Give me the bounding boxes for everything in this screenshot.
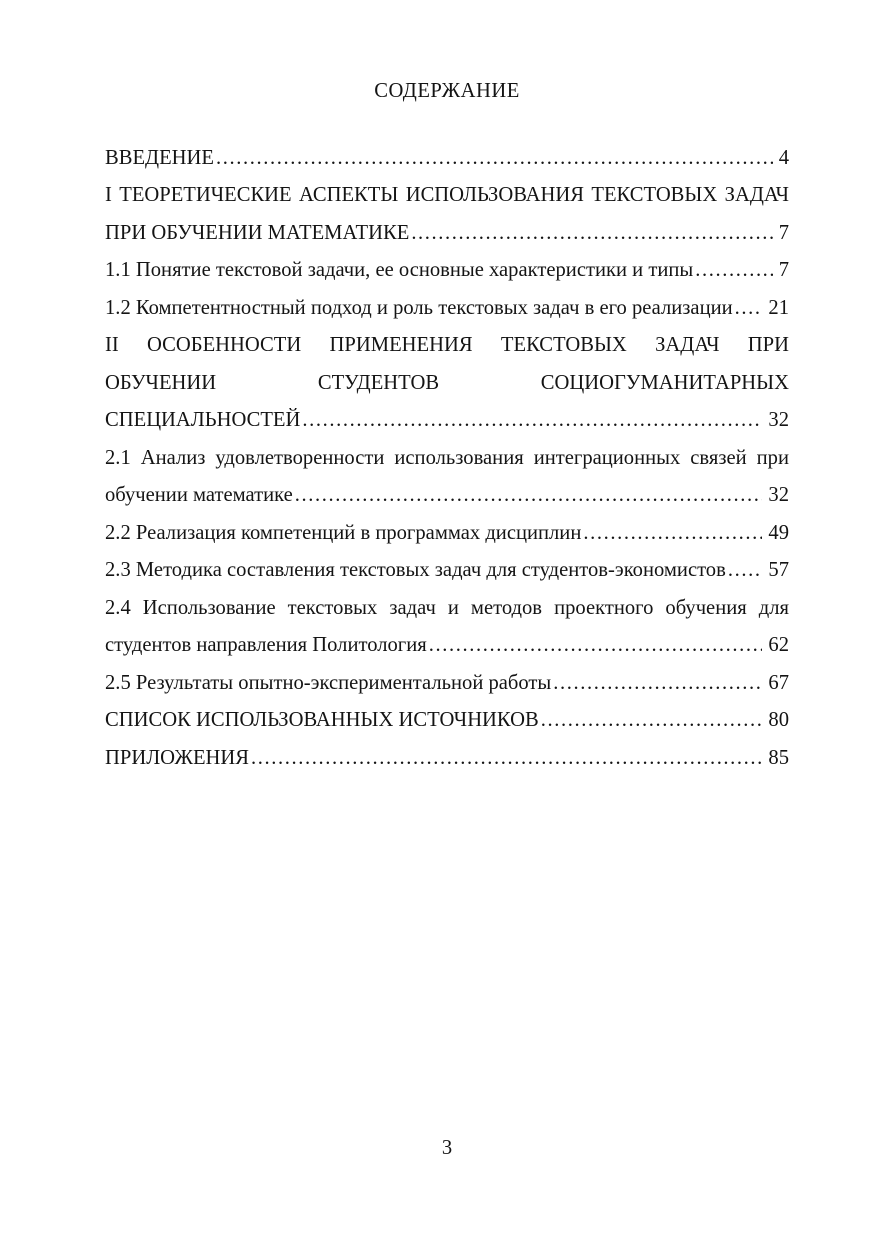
page-number: 3 [441, 1137, 453, 1159]
toc-entry-lastline [105, 290, 789, 328]
dot-leader [411, 215, 772, 253]
toc-entry[interactable] [105, 140, 789, 178]
toc-entry[interactable] [105, 515, 789, 553]
toc-entry-title: ПРИ ОБУЧЕНИИ МАТЕМАТИКЕ [105, 221, 410, 244]
dot-leader [553, 665, 762, 703]
toc-entry-title: 2.5 Результаты опытно-экспериментальной работы [105, 671, 552, 694]
toc-page-number: 57 [768, 559, 789, 581]
dot-leader [251, 740, 762, 778]
toc-page-number: 67 [768, 671, 789, 694]
toc-entry-title: 1.1 Понятие текстовой задачи, ее основные характеристики и типы [105, 259, 694, 281]
toc-entry-lastline [105, 515, 789, 553]
toc-entry[interactable] [105, 740, 789, 778]
dot-leader [429, 627, 763, 665]
toc-entry-lastline [105, 477, 789, 515]
toc-entry-title: ВВЕДЕНИЕ [105, 146, 215, 169]
dot-leader [728, 552, 763, 590]
toc-entry[interactable] [105, 440, 789, 515]
toc-page-number: 21 [768, 296, 789, 319]
toc-entry-lastline [105, 702, 789, 740]
toc-page-number: 80 [768, 709, 789, 731]
dot-leader [695, 252, 773, 290]
toc-entry-lastline [105, 252, 789, 290]
toc-entry-line: I ТЕОРЕТИЧЕСКИЕ АСПЕКТЫ ИСПОЛЬЗОВАНИЯ ТЕКСТОВЫХ ЗАДАЧ [105, 184, 789, 206]
toc-entry-line: ОБУЧЕНИИ СТУДЕНТОВ СОЦИОГУМАНИТАРНЫХ [105, 371, 789, 394]
toc-entry-line: 2.4 Использование текстовых задач и методов проектного обучения для [105, 596, 789, 619]
toc-entry-title: СПЕЦИАЛЬНОСТЕЙ [105, 409, 301, 431]
toc-entry[interactable] [105, 177, 789, 252]
toc-entry-title: 1.2 Компетентностный подход и роль текстовых задач в его реализации [105, 296, 733, 319]
toc-entry-title: обучении математике [105, 484, 293, 506]
toc-entry-line: 2.1 Анализ удовлетворенности использования интеграционных связей при [105, 446, 789, 469]
toc-entry-title: 2.3 Методика составления текстовых задач для студентов-экономистов [105, 559, 726, 581]
dot-leader [216, 140, 773, 178]
toc-entry-title: СПИСОК ИСПОЛЬЗОВАННЫХ ИСТОЧНИКОВ [105, 709, 539, 731]
dot-leader [302, 402, 762, 440]
toc-heading: СОДЕРЖАНИЕ [374, 80, 520, 102]
toc-entry[interactable] [105, 327, 789, 440]
toc-entry[interactable] [105, 590, 789, 665]
toc-entry[interactable] [105, 702, 789, 740]
toc-entry-lastline [105, 627, 789, 665]
toc-entry-lastline [105, 665, 789, 703]
toc-page-number: 49 [768, 521, 789, 544]
toc-entry-lastline [105, 552, 789, 590]
toc-entry-lastline [105, 740, 789, 778]
toc-entry[interactable] [105, 290, 789, 328]
toc-entry-title: ПРИЛОЖЕНИЯ [105, 746, 250, 769]
toc-entry[interactable] [105, 665, 789, 703]
toc-entry-lastline [105, 402, 789, 440]
toc-entry-title: 2.2 Реализация компетенций в программах дисциплин [105, 521, 582, 544]
toc-entry-lastline [105, 215, 789, 253]
dot-leader [295, 477, 763, 515]
toc-page-number: 7 [778, 221, 789, 244]
toc-page-number: 62 [768, 634, 789, 656]
toc-page-number: 7 [778, 259, 789, 281]
toc-page-number: 85 [768, 746, 789, 769]
toc-page-number: 32 [768, 484, 789, 506]
toc-entry[interactable] [105, 252, 789, 290]
toc-entry-line: II ОСОБЕННОСТИ ПРИМЕНЕНИЯ ТЕКСТОВЫХ ЗАДАЧ ПРИ [105, 334, 789, 356]
toc-entry-lastline [105, 140, 789, 178]
toc-entry[interactable] [105, 552, 789, 590]
dot-leader [541, 702, 763, 740]
toc-page-number: 4 [778, 146, 789, 169]
dot-leader [735, 290, 763, 328]
dot-leader [583, 515, 762, 553]
page-footer [105, 1130, 789, 1168]
toc-list [105, 140, 789, 778]
toc-entry-title: студентов направления Политология [105, 634, 427, 656]
toc-page-number: 32 [768, 409, 789, 431]
